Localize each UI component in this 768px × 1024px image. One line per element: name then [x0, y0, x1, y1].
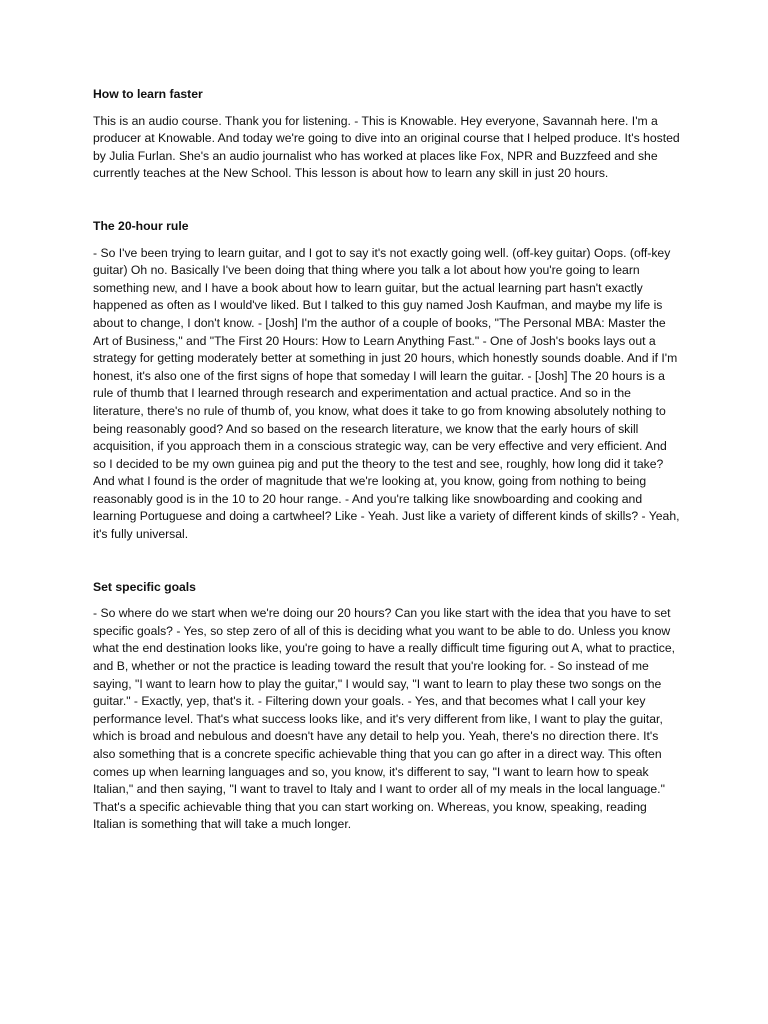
document-page — [93, 86, 681, 834]
section-title: How to learn faster — [93, 87, 203, 101]
section-title: The 20-hour rule — [93, 218, 189, 233]
section-20-hour-rule — [93, 218, 681, 544]
section-paragraph: - So I've been trying to learn guitar, and I got to say it's not exactly going well. (off-key guitar) Oops. (off-key guitar) Oh no. Basically I've been doing that thing where you talk a lot about how you're going to learn something new, and I have a book about how to learn guitar, but the actual learning part hasn't exactly happened as often as I would've liked. But I talked to this guy named Josh Kaufman, and maybe my life is about to change, I don't know. - [Josh] I'm the author of a couple of books, "The Personal MBA: Master the Art of Business," and "The First 20 Hours: How to Learn Anything Fast." - One of Josh's books lays out a strategy for getting moderately better at something in just 20 hours, which honestly sounds doable. And if I'm honest, it's also one of the first signs of hope that someday I will learn the guitar. - [Josh] The 20 hours is a rule of thumb that I learned through research and experimentation and actual practice. And so in the literature, there's no rule of thumb of, you know, what does it take to go from knowing absolutely nothing to being reasonably good? And so based on the research literature, we know that the early hours of skill acquisition, if you approach them in a conscious strategic way, can be very effective and very efficient. And so I decided to be my own guinea pig and put the theory to the test and see, roughly, how long did it take? And what I found is the order of magnitude that we're looking at, you know, going from nothing to being reasonably good is in the 10 to 20 hour range. - And you're talking like snowboarding and cooking and learning Portuguese and doing a cartwheel? Like - Yeah. Just like a variety of different kinds of skills? - Yeah, it's fully universal. — [93, 245, 680, 542]
section-paragraph: This is an audio course. Thank you for listening. - This is Knowable. Hey everyone, Savannah here. I'm a producer at Knowable. And today we're going to dive into an original course that I helped produce. It's hosted by Julia Furlan. She's an audio journalist who has worked at places like Fox, NPR and Buzzfeed and she currently teaches at the New School. This lesson is about how to learn any skill in just 20 hours. — [93, 113, 680, 181]
section-title: Set specific goals — [93, 579, 196, 594]
section-how-to-learn-faster — [93, 86, 681, 183]
section-set-specific-goals — [93, 579, 681, 834]
section-paragraph: - So where do we start when we're doing our 20 hours? Can you like start with the idea that you have to set specific goals? - Yes, so step zero of all of this is deciding what you want to be able to do. Unless you know what the end destination looks like, you're going to have a really difficult time figuring out A, what to practice, and B, whether or not the practice is leading toward the result that you're looking for. - So instead of me saying, "I want to learn how to play the guitar," I would say, "I want to learn to play these two songs on the guitar." - Exactly, yep, that's it. - Filtering down your goals. - Yes, and that becomes what I call your key performance level. That's what success looks like, and it's very different from like, I want to play the guitar, which is broad and nebulous and doesn't have any detail to help you. Yeah, there's no direction there. It's also something that is a concrete specific achievable thing that you can go after in a direct way. This often comes up when learning languages and so, you know, it's different to say, "I want to learn how to speak Italian," and then saying, "I want to travel to Italy and I want to order all of my meals in the local language." That's a specific achievable thing that you can start working on. Whereas, you know, speaking, reading Italian is something that will take a much longer. — [93, 606, 676, 832]
